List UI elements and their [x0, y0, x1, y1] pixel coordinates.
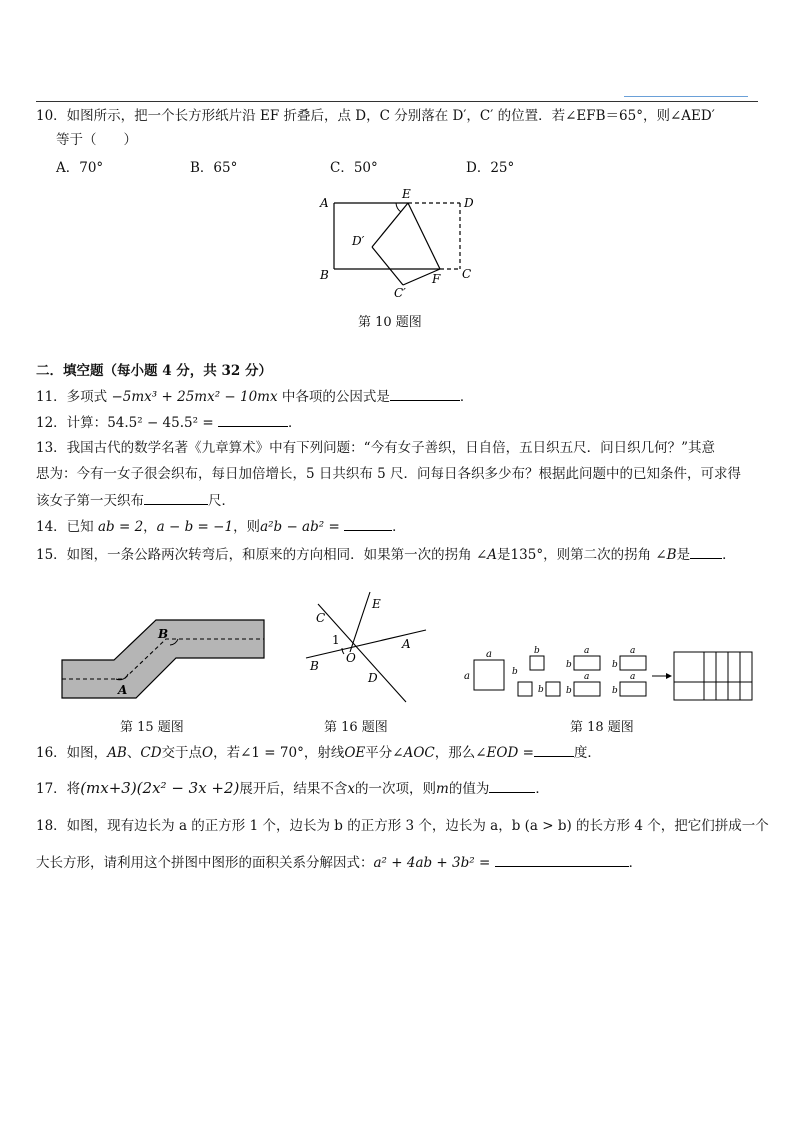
q11-prefix: 11．多项式 — [36, 389, 108, 405]
q11-answer-blank[interactable] — [390, 386, 460, 401]
q16-prefix: 16．如图， — [36, 745, 108, 761]
fig10-rectangle-fold-diagram — [310, 185, 490, 305]
q10-option-b: B．65° — [190, 160, 238, 176]
q17-end: ． — [535, 781, 549, 797]
fig10-label-b: B — [320, 268, 329, 282]
q10-line1: 10．如图所示，把一个长方形纸片沿 EF 折叠后，点 D，C 分别落在 D′，C′ 的位置．若∠EFB＝65°，则∠AED′ — [36, 108, 715, 124]
fig16-label-e: E — [372, 597, 381, 611]
q17-expression: (mx+3)(2x² − 3x +2) — [80, 779, 240, 797]
q10-line2: 等于（ ） — [56, 132, 137, 148]
section-title: 二．填空题（每小题 4 分，共 32 分） — [36, 363, 272, 379]
q16-mid1: 交于点 — [161, 745, 203, 761]
q14-expr3: a²b − ab² = — [260, 519, 340, 535]
q16-mid2: ，若 — [213, 745, 241, 761]
q11-end: ． — [459, 389, 474, 405]
q15-angle-a: ∠A — [475, 547, 498, 563]
q16-mid3: ，射线 — [303, 745, 345, 761]
fig18-label-a-left: a — [464, 671, 470, 682]
q14-end: ． — [392, 519, 406, 535]
q14-middle: ，则 — [233, 519, 261, 535]
q15-prefix: 15．如图，一条公路两次转弯后，和原来的方向相同．如果第一次的拐角 — [36, 547, 472, 563]
fig16-caption: 第 16 题图 — [324, 720, 388, 735]
q16-sep: 、 — [126, 745, 141, 761]
fig18-label-a2: a — [584, 672, 590, 682]
q14-prefix: 14．已知 — [36, 519, 94, 535]
q18-line1: 18．如图，现有边长为 a 的正方形 1 个，边长为 b 的正方形 3 个，边长为 a，b (a > b) 的长方形 4 个，把它们拼成一个 — [36, 818, 769, 834]
header-rule — [36, 101, 758, 102]
q15 — [36, 544, 736, 565]
q17-answer-blank[interactable] — [489, 778, 535, 793]
q17 — [36, 778, 549, 799]
fig10-label-f: F — [432, 272, 441, 286]
q16 — [36, 742, 601, 763]
q16-o: O — [202, 745, 214, 761]
q15-end: ． — [722, 547, 736, 563]
q15-mid1: 是 — [497, 547, 511, 563]
q15-angle-b: ∠B — [655, 547, 677, 563]
q12-expression: 54.5² − 45.5² = — [107, 415, 214, 431]
q18-answer-blank[interactable] — [495, 852, 629, 867]
q15-mid2: ，则第二次的拐角 — [543, 547, 652, 563]
q10-option-a: A．70° — [56, 160, 104, 176]
q12-end: ． — [287, 415, 302, 431]
q13-line3-prefix: 该女子第一天织布 — [36, 493, 144, 509]
q14 — [36, 516, 406, 537]
fig16-label-c: C — [316, 611, 326, 625]
fig18-label-a3: a — [630, 646, 636, 656]
fig10-label-cprime: C′ — [394, 286, 406, 300]
fig10-label-a: A — [320, 196, 329, 210]
q18-line2 — [36, 852, 642, 873]
q17-mid3: 的值为 — [448, 781, 490, 797]
fig18-label-a1: a — [584, 646, 590, 656]
q14-answer-blank[interactable] — [344, 516, 392, 531]
q13-line3 — [36, 490, 235, 511]
q11-suffix: 中各项的公因式是 — [281, 389, 390, 405]
fig18-caption: 第 18 题图 — [570, 720, 634, 735]
q16-eod: ∠EOD = — [475, 745, 534, 761]
fig16-intersecting-lines — [298, 586, 434, 710]
q16-cd: CD — [140, 745, 162, 761]
q12-answer-blank[interactable] — [218, 412, 288, 427]
q16-mid5: ，那么 — [434, 745, 476, 761]
fig10-caption: 第 10 题图 — [358, 315, 422, 330]
fig18-label-b4: b — [566, 660, 572, 670]
fig10-label-e: E — [402, 187, 411, 201]
q16-oe: OE — [344, 745, 366, 761]
q13-line3-suffix: 尺． — [208, 493, 235, 509]
q10-option-c: C．50° — [330, 160, 378, 176]
q16-answer-blank[interactable] — [534, 742, 574, 757]
q16-aoc: ∠AOC — [392, 745, 435, 761]
fig16-label-1: 1 — [332, 633, 340, 647]
fig18-label-a4: a — [630, 672, 636, 682]
q17-m: m — [436, 781, 449, 797]
q16-ab: AB — [107, 745, 127, 761]
q16-end: 度． — [573, 745, 601, 761]
q13-answer-blank[interactable] — [144, 490, 208, 505]
fig18-label-b7: b — [612, 686, 618, 696]
fig15-caption: 第 15 题图 — [120, 720, 184, 735]
fig16-label-d: D — [368, 671, 378, 685]
fig18-label-b3: b — [538, 685, 544, 695]
q16-angle: ∠1 = 70° — [240, 745, 304, 761]
fig15-label-b: B — [158, 627, 169, 641]
header-accent-line — [624, 96, 748, 97]
q15-answer-blank[interactable] — [690, 544, 722, 559]
fig18-label-a-top: a — [486, 649, 492, 660]
q16-mid4: 平分 — [365, 745, 393, 761]
fig10-label-dprime: D′ — [352, 234, 365, 248]
q12-prefix: 12．计算： — [36, 415, 108, 431]
q18-end: ． — [628, 855, 643, 871]
fig18-label-b1: b — [534, 646, 540, 656]
q13-line1: 13．我国古代的数学名著《九章算术》中有下列问题：“今有女子善织，日自倍，五日织五尺．问日织几何？”其意 — [36, 440, 715, 456]
q17-prefix: 17．将 — [36, 781, 81, 797]
fig16-label-a: A — [402, 637, 411, 651]
q11-expression: −5mx³ + 25mx² − 10mx — [111, 389, 278, 405]
q12 — [36, 412, 301, 433]
q17-mid1: 展开后，结果不含 — [239, 781, 348, 797]
q10-option-d: D．25° — [466, 160, 515, 176]
fig16-label-b: B — [310, 659, 319, 673]
q17-mid2: 的一次项，则 — [355, 781, 437, 797]
fig10-label-d: D — [464, 196, 474, 210]
fig15-road-diagram — [58, 612, 268, 704]
q17-x: x — [347, 781, 356, 797]
q14-separator: ， — [143, 519, 157, 535]
fig18-label-b2: b — [512, 667, 518, 677]
fig16-label-o: O — [346, 651, 356, 665]
q18-line2-prefix: 大长方形，请利用这个拼图中图形的面积关系分解因式： — [36, 855, 374, 871]
fig18-tiles-diagram — [462, 642, 758, 708]
q13-line2: 思为：今有一女子很会织布，每日加倍增长，5 日共织布 5 尺．问每日各织多少布？根据此问题中的已知条件，可求得 — [36, 466, 742, 482]
q14-expr2: a − b = −1 — [156, 519, 234, 535]
fig10-label-c: C — [462, 267, 472, 281]
fig18-label-b6: b — [612, 660, 618, 670]
fig15-label-a: A — [118, 683, 128, 697]
q14-expr1: ab = 2 — [97, 519, 144, 535]
q18-expression: a² + 4ab + 3b² = — [373, 855, 491, 871]
q11 — [36, 386, 473, 407]
q15-mid3: 是 — [676, 547, 691, 563]
q15-value: 135° — [510, 547, 544, 563]
fig18-label-b5: b — [566, 686, 572, 696]
